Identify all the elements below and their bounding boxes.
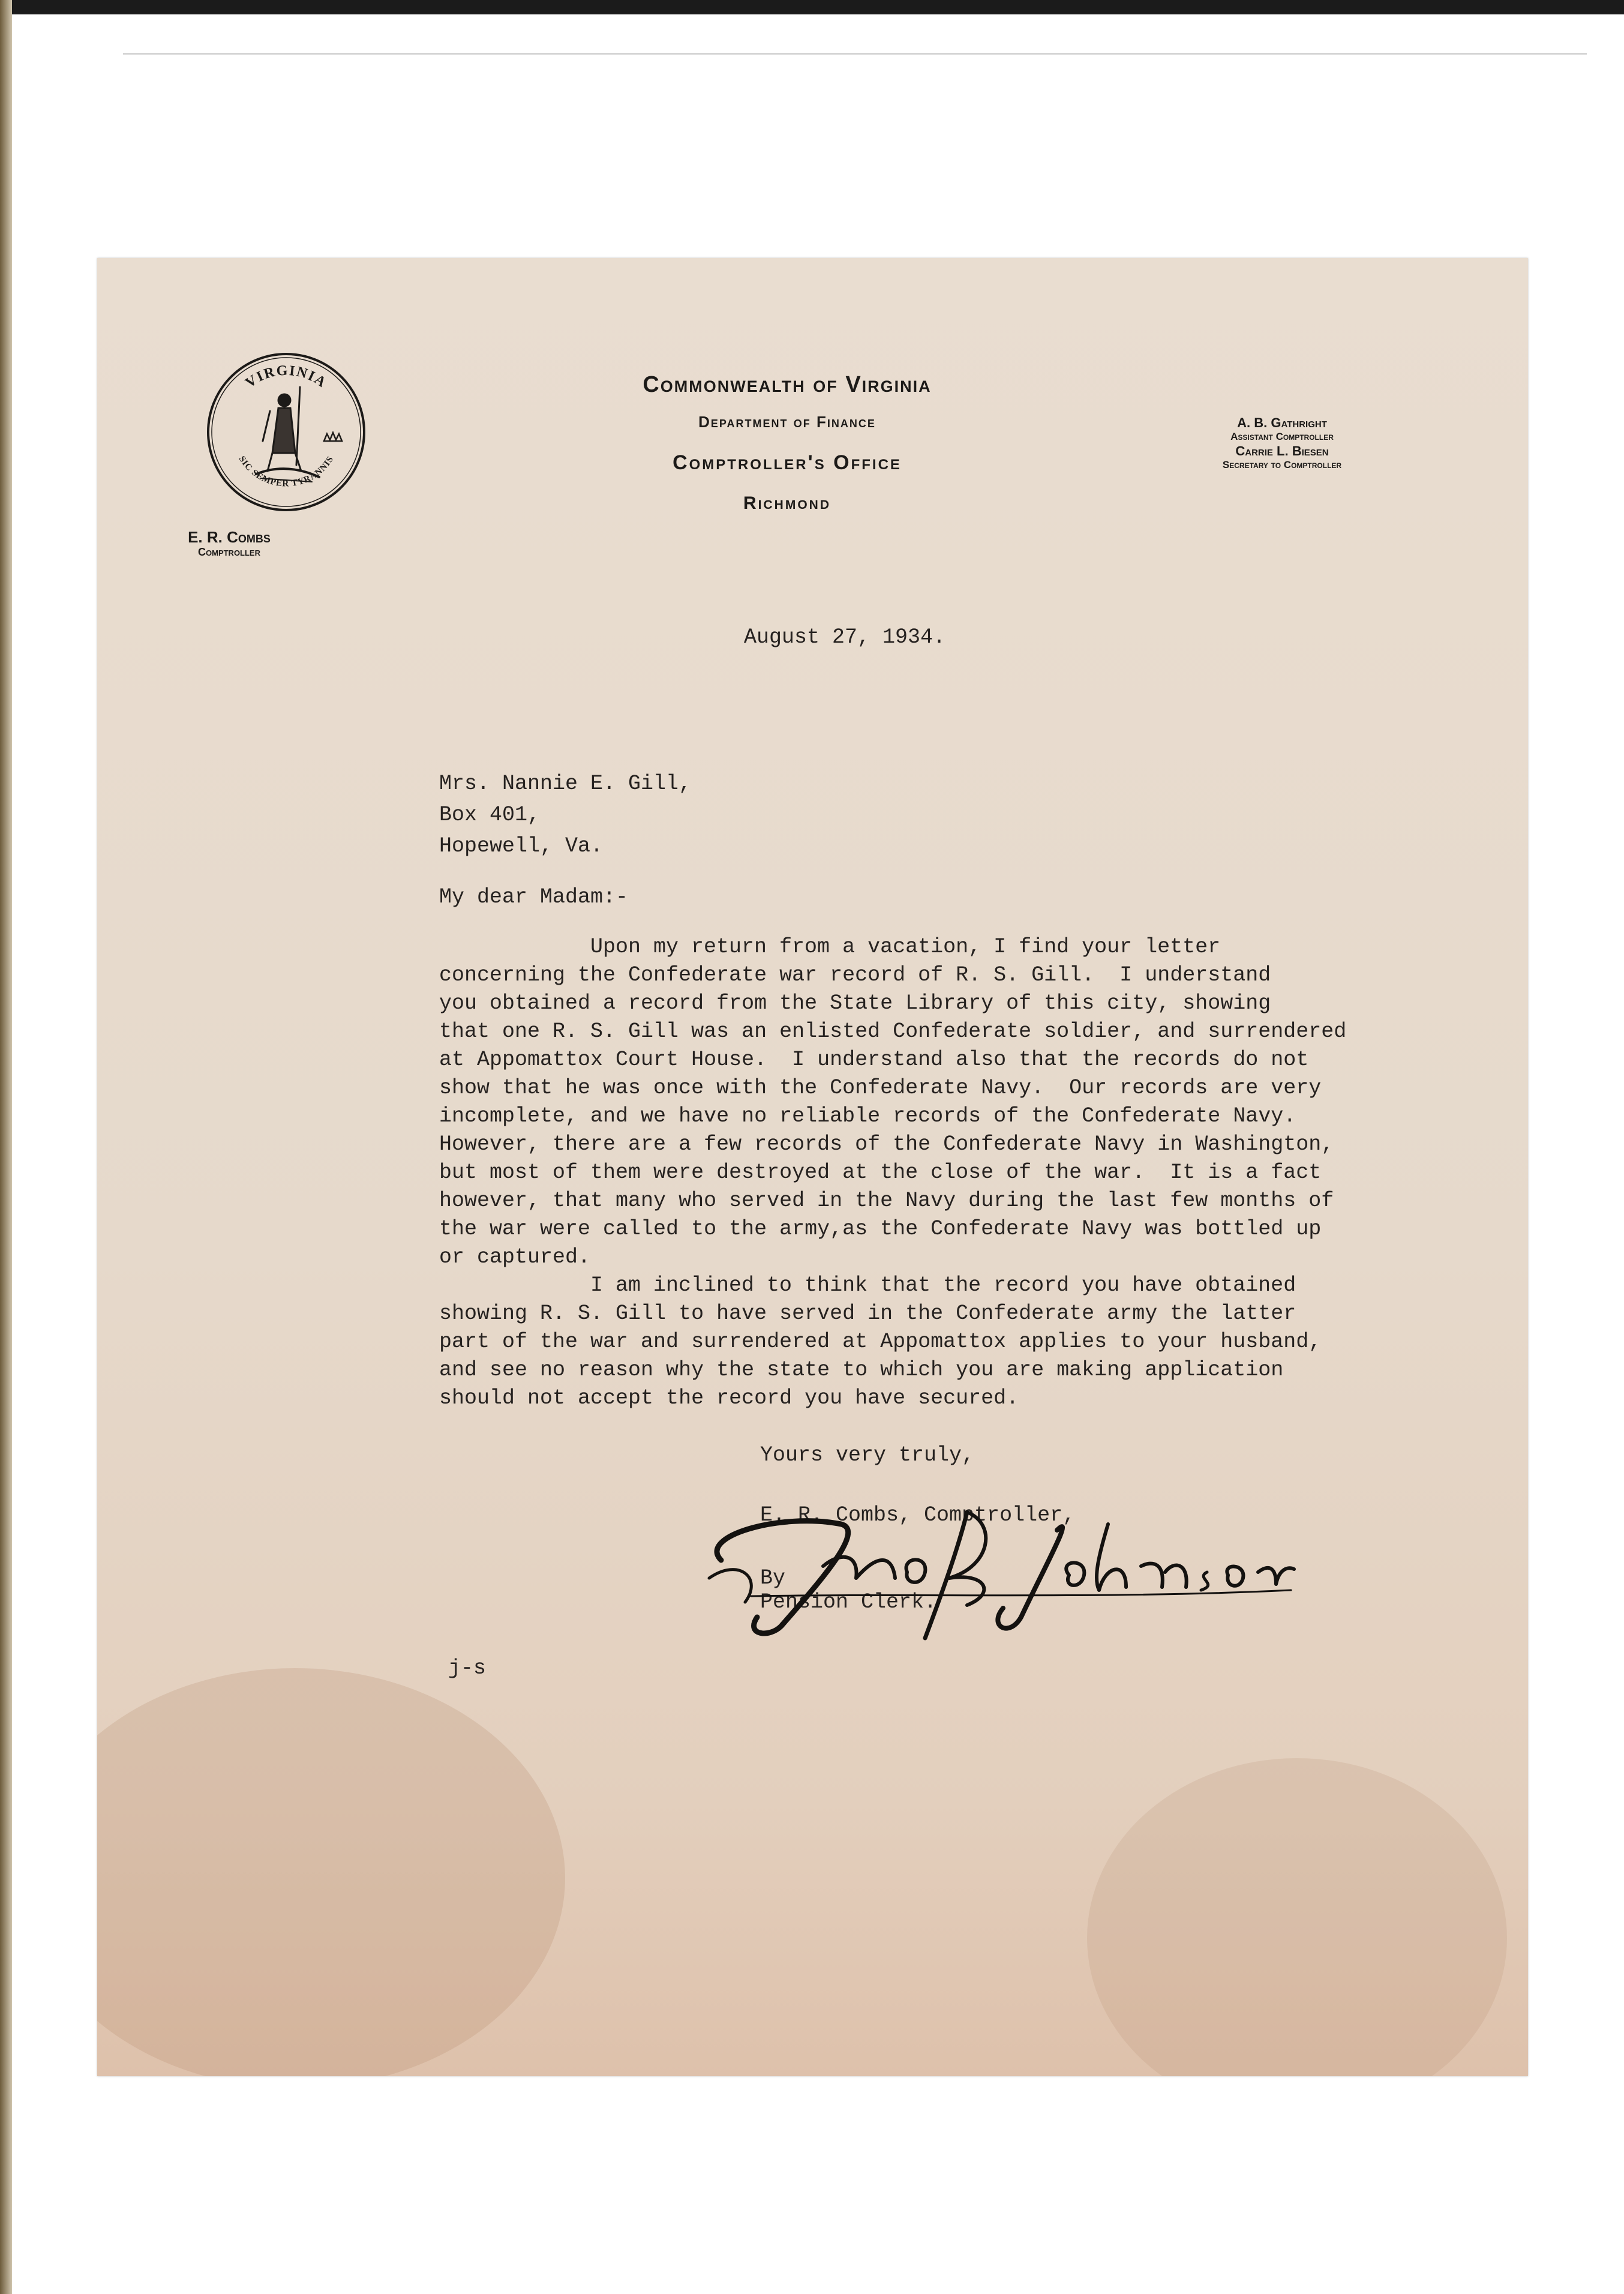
- staff-title: Assistant Comptroller: [1230, 431, 1334, 442]
- staff-title: Secretary to Comptroller: [1222, 459, 1342, 470]
- body-line-text: Upon my return from a vacation, I find your letter: [590, 935, 1221, 959]
- body-line: [439, 933, 1346, 961]
- staff-name: A. B. Gathright: [1237, 415, 1327, 430]
- closing: Yours very truly,: [760, 1443, 975, 1467]
- body-line: and see no reason why the state to which you are making application: [439, 1358, 1284, 1382]
- body-line: [439, 1272, 1346, 1300]
- body-line: should not accept the record you have secured.: [439, 1386, 1019, 1410]
- body-line: concerning the Confederate war record of R. S. Gill. I understand: [439, 963, 1271, 987]
- virginia-seal-icon: [205, 351, 367, 513]
- photo-frame-top-edge: [0, 0, 1624, 14]
- letter-date: August 27, 1934.: [744, 625, 946, 649]
- body-line: but most of them were destroyed at the close of the war. It is a fact: [439, 1161, 1322, 1185]
- recipient-line: Hopewell, Va.: [439, 834, 604, 858]
- paper-stain: [1087, 1758, 1507, 2076]
- body-line: you obtained a record from the State Library of this city, showing: [439, 991, 1271, 1015]
- letterhead-title: Commonwealth of Virginia: [643, 372, 932, 397]
- svg-text:VIRGINIA: [243, 363, 330, 391]
- seal-top-text: VIRGINIA: [242, 362, 330, 391]
- body-line: showing R. S. Gill to have served in the Confederate army the latter: [439, 1302, 1296, 1326]
- body-line: however, that many who served in the Navy during the last few months of: [439, 1189, 1334, 1213]
- body-line-text: I am inclined to think that the record you have obtained: [590, 1273, 1296, 1297]
- mat-board-line: [123, 53, 1587, 55]
- handwritten-signature: [685, 1488, 1297, 1650]
- body-line: part of the war and surrendered at Appomattox applies to your husband,: [439, 1330, 1322, 1354]
- body-line: the war were called to the army,as the Confederate Navy was bottled up: [439, 1217, 1322, 1241]
- recipient-address: [439, 768, 691, 862]
- recipient-line: Box 401,: [439, 803, 541, 827]
- letterhead-staff-list: [1156, 415, 1408, 472]
- staff-name: Carrie L. Biesen: [1235, 443, 1329, 458]
- typist-initials: j-s: [448, 1656, 487, 1680]
- body-line: show that he was once with the Confederate Navy. Our records are very: [439, 1076, 1322, 1100]
- body-line: that one R. S. Gill was an enlisted Confederate soldier, and surrendered: [439, 1019, 1347, 1043]
- salutation: My dear Madam:-: [439, 885, 629, 909]
- body-line: However, there are a few records of the Confederate Navy in Washington,: [439, 1132, 1334, 1156]
- body-line: incomplete, and we have no reliable records of the Confederate Navy.: [439, 1104, 1296, 1128]
- comptroller-title: Comptroller: [198, 546, 260, 558]
- letter-body: [439, 933, 1346, 1413]
- photo-frame-left-edge: [0, 0, 12, 2294]
- paper-stain: [97, 1668, 565, 2076]
- signer-role: Pension Clerk.: [760, 1590, 937, 1614]
- body-line: or captured.: [439, 1245, 591, 1269]
- comptroller-name: E. R. Combs: [188, 528, 271, 546]
- letterhead-city: Richmond: [743, 493, 831, 513]
- letter-page: [97, 258, 1528, 2076]
- letterhead-office: Comptroller's Office: [673, 451, 902, 474]
- seal-motto-text: SIC SEMPER TYRANNIS: [236, 454, 336, 489]
- signer-line: E. R. Combs, Comptroller,: [760, 1503, 1076, 1527]
- letterhead-department: Department of Finance: [698, 413, 876, 431]
- body-line: at Appomattox Court House. I understand also that the records do not: [439, 1048, 1309, 1072]
- recipient-line: Mrs. Nannie E. Gill,: [439, 772, 692, 796]
- svg-text:SIC SEMPER TYRANNIS: [237, 454, 336, 488]
- by-label: By: [760, 1566, 786, 1590]
